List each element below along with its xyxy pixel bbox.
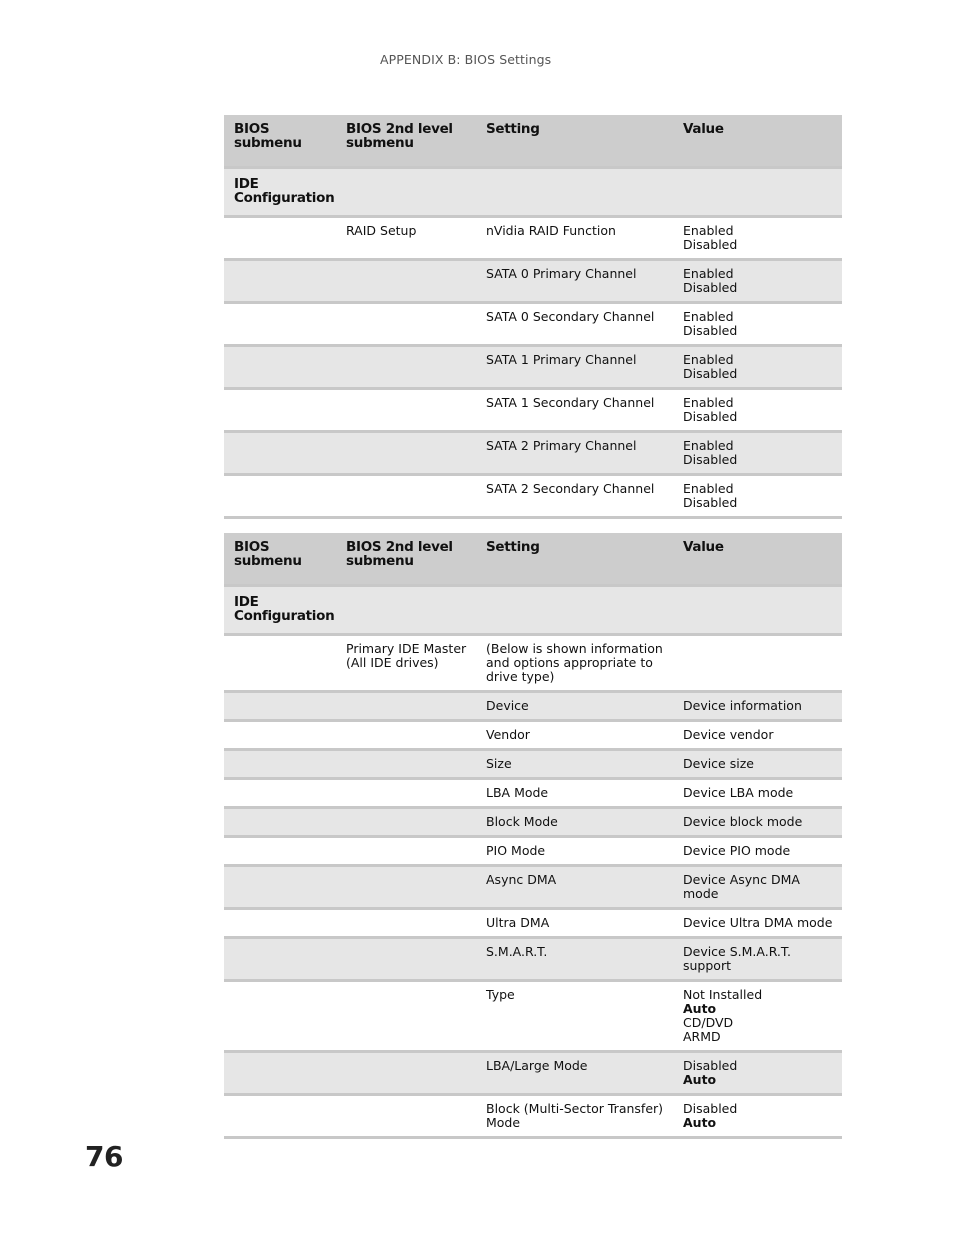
value-option: Device block mode xyxy=(683,814,803,829)
cell-setting: Vendor xyxy=(486,727,530,742)
cell-submenu xyxy=(224,1052,336,1095)
cell-submenu xyxy=(224,303,336,346)
cell-submenu xyxy=(224,909,336,938)
section-title: IDE Configuration xyxy=(234,176,335,206)
cell-submenu xyxy=(224,866,336,909)
cell-value xyxy=(673,217,842,260)
table-row xyxy=(224,389,842,432)
cell-setting: Ultra DMA xyxy=(486,915,550,930)
table-row xyxy=(224,1095,842,1138)
section-row xyxy=(224,586,842,635)
cell-submenu2 xyxy=(336,750,476,779)
cell-value xyxy=(673,909,842,938)
value-option: Disabled xyxy=(683,366,738,381)
cell-value xyxy=(673,1095,842,1138)
cell-setting: LBA Mode xyxy=(486,785,549,800)
bios-settings-table-raid xyxy=(224,115,842,519)
value-option: ARMD xyxy=(683,1029,721,1044)
cell-submenu2 xyxy=(336,909,476,938)
cell-submenu2: Primary IDE Master (All IDE drives) xyxy=(346,641,467,670)
cell-value xyxy=(673,346,842,389)
cell-value xyxy=(673,389,842,432)
table-row xyxy=(224,909,842,938)
value-option: Disabled xyxy=(683,1101,738,1116)
cell-value xyxy=(673,635,842,692)
table-row xyxy=(224,938,842,981)
cell-submenu xyxy=(224,432,336,475)
value-option: Device LBA mode xyxy=(683,785,794,800)
value-option: Device Async DMA mode xyxy=(683,872,800,901)
table-body xyxy=(224,168,842,518)
cell-value xyxy=(673,432,842,475)
value-option: Auto xyxy=(683,1115,717,1130)
cell-submenu2 xyxy=(336,303,476,346)
cell-submenu2 xyxy=(336,779,476,808)
cell-submenu2 xyxy=(336,432,476,475)
cell-value xyxy=(673,808,842,837)
value-option: Disabled xyxy=(683,323,738,338)
value-option: Device Ultra DMA mode xyxy=(683,915,833,930)
column-header-submenu2: BIOS 2nd level submenu xyxy=(346,121,453,151)
cell-value xyxy=(673,260,842,303)
value-option: Enabled xyxy=(683,266,734,281)
cell-setting: Block Mode xyxy=(486,814,558,829)
table-row xyxy=(224,1052,842,1095)
page-number: 76 xyxy=(85,1140,123,1173)
cell-submenu xyxy=(224,808,336,837)
column-header-value: Value xyxy=(683,539,724,555)
table-header-row xyxy=(224,533,842,586)
cell-submenu2 xyxy=(336,389,476,432)
value-option: Disabled xyxy=(683,237,738,252)
cell-value xyxy=(673,938,842,981)
cell-setting: SATA 1 Secondary Channel xyxy=(486,395,655,410)
cell-setting: Size xyxy=(486,756,512,771)
cell-submenu2 xyxy=(336,1052,476,1095)
value-option: Enabled xyxy=(683,223,734,238)
cell-value xyxy=(673,981,842,1052)
cell-submenu2 xyxy=(336,938,476,981)
table-row xyxy=(224,475,842,518)
bios-settings-table-ide-master xyxy=(224,533,842,1139)
cell-submenu xyxy=(224,721,336,750)
value-option: Disabled xyxy=(683,495,738,510)
cell-submenu xyxy=(224,346,336,389)
table-row xyxy=(224,779,842,808)
cell-submenu xyxy=(224,750,336,779)
cell-setting: SATA 0 Secondary Channel xyxy=(486,309,655,324)
column-header-setting: Setting xyxy=(486,121,540,137)
table-row xyxy=(224,721,842,750)
cell-submenu2 xyxy=(336,692,476,721)
cell-submenu xyxy=(224,217,336,260)
cell-submenu2 xyxy=(336,260,476,303)
table-row xyxy=(224,692,842,721)
page-header: APPENDIX B: BIOS Settings xyxy=(380,52,552,67)
section-title: IDE Configuration xyxy=(234,594,335,624)
cell-submenu2 xyxy=(336,866,476,909)
cell-value xyxy=(673,692,842,721)
cell-submenu xyxy=(224,981,336,1052)
table-row xyxy=(224,217,842,260)
value-option: Enabled xyxy=(683,481,734,496)
table-row xyxy=(224,981,842,1052)
value-option: Device S.M.A.R.T. support xyxy=(683,944,792,973)
cell-submenu xyxy=(224,938,336,981)
cell-submenu xyxy=(224,837,336,866)
cell-value xyxy=(673,866,842,909)
value-option: Auto xyxy=(683,1072,717,1087)
value-option: Not Installed xyxy=(683,987,763,1002)
table-row xyxy=(224,346,842,389)
cell-setting: SATA 0 Primary Channel xyxy=(486,266,637,281)
cell-submenu2 xyxy=(336,837,476,866)
column-header-submenu2: BIOS 2nd level submenu xyxy=(346,539,453,569)
cell-submenu2 xyxy=(336,475,476,518)
cell-submenu xyxy=(224,635,336,692)
cell-submenu xyxy=(224,692,336,721)
cell-setting: LBA/Large Mode xyxy=(486,1058,588,1073)
value-option: Enabled xyxy=(683,395,734,410)
value-option: Device size xyxy=(683,756,754,771)
cell-setting: Device xyxy=(486,698,529,713)
cell-setting: S.M.A.R.T. xyxy=(486,944,548,959)
table-row xyxy=(224,866,842,909)
table-row xyxy=(224,303,842,346)
cell-setting: SATA 2 Secondary Channel xyxy=(486,481,655,496)
table-row xyxy=(224,635,842,692)
value-option: Device vendor xyxy=(683,727,774,742)
cell-submenu2 xyxy=(336,346,476,389)
cell-value xyxy=(673,303,842,346)
column-header-submenu: BIOS submenu xyxy=(234,539,302,569)
cell-submenu2 xyxy=(336,981,476,1052)
cell-setting: SATA 2 Primary Channel xyxy=(486,438,637,453)
value-option: Device PIO mode xyxy=(683,843,791,858)
cell-submenu2: RAID Setup xyxy=(346,223,417,238)
cell-value xyxy=(673,750,842,779)
column-header-setting: Setting xyxy=(486,539,540,555)
cell-value xyxy=(673,721,842,750)
table-row xyxy=(224,260,842,303)
column-header-submenu: BIOS submenu xyxy=(234,121,302,151)
cell-setting: (Below is shown information and options appropriate to drive type) xyxy=(486,641,663,684)
cell-submenu xyxy=(224,1095,336,1138)
table-body xyxy=(224,586,842,1138)
table-row xyxy=(224,808,842,837)
cell-submenu xyxy=(224,475,336,518)
cell-submenu2 xyxy=(336,721,476,750)
cell-submenu2 xyxy=(336,1095,476,1138)
cell-submenu xyxy=(224,260,336,303)
value-option: Auto xyxy=(683,1001,717,1016)
value-option: Enabled xyxy=(683,352,734,367)
cell-setting: Type xyxy=(486,987,515,1002)
column-header-value: Value xyxy=(683,121,724,137)
cell-value xyxy=(673,1052,842,1095)
value-option: Device information xyxy=(683,698,802,713)
value-option: Disabled xyxy=(683,1058,738,1073)
cell-submenu xyxy=(224,389,336,432)
table-header-row xyxy=(224,115,842,168)
table-row xyxy=(224,750,842,779)
value-option: Disabled xyxy=(683,280,738,295)
value-option: Disabled xyxy=(683,452,738,467)
cell-setting: Async DMA xyxy=(486,872,557,887)
cell-value xyxy=(673,475,842,518)
table-row xyxy=(224,837,842,866)
cell-value xyxy=(673,779,842,808)
cell-setting: Block (Multi-Sector Transfer) Mode xyxy=(486,1101,664,1130)
value-option: Enabled xyxy=(683,309,734,324)
cell-value xyxy=(673,837,842,866)
cell-submenu xyxy=(224,779,336,808)
section-row xyxy=(224,168,842,217)
cell-submenu2 xyxy=(336,808,476,837)
cell-setting: PIO Mode xyxy=(486,843,546,858)
value-option: Disabled xyxy=(683,409,738,424)
table-row xyxy=(224,432,842,475)
cell-setting: nVidia RAID Function xyxy=(486,223,616,238)
value-option: CD/DVD xyxy=(683,1015,734,1030)
cell-setting: SATA 1 Primary Channel xyxy=(486,352,637,367)
value-option: Enabled xyxy=(683,438,734,453)
